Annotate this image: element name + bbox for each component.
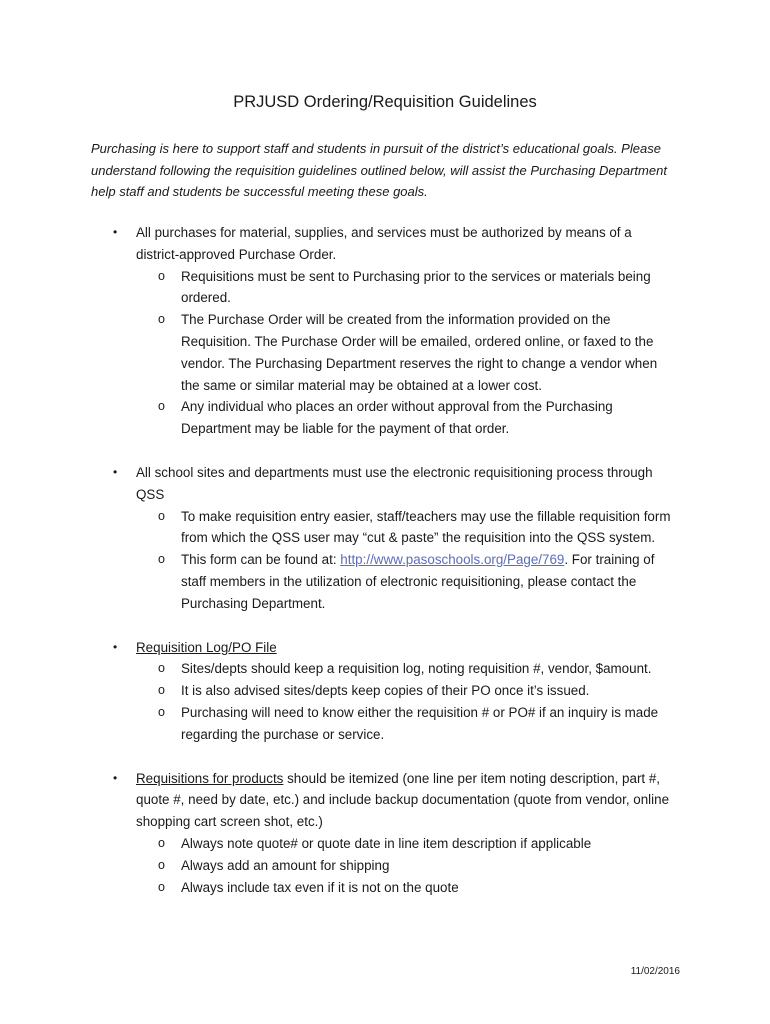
sub-bullet-icon: o (158, 857, 165, 872)
guideline-heading: Requisition Log/PO File (136, 639, 277, 655)
footer-date: 11/02/2016 (630, 966, 680, 977)
guidelines-list (0, 222, 770, 920)
sub-item (136, 549, 677, 614)
sub-item-text: Always note quote# or quote date in line item description if applicable (181, 835, 592, 851)
guideline-purchase-orders (0, 222, 676, 440)
bullet-icon: • (113, 770, 118, 785)
guideline-requisitions-for-products (0, 768, 676, 899)
sub-item (136, 702, 677, 746)
sub-item-text: Any individual who places an order without approval from the Purchasing Department may be liable for the payment of that order. (181, 399, 613, 437)
guideline-electronic-requisitioning (0, 462, 676, 615)
sub-bullet-icon: o (158, 661, 165, 676)
bullet-icon: • (113, 639, 118, 654)
sub-item (136, 506, 677, 550)
sub-bullet-icon: o (158, 312, 165, 327)
sub-item-text: To make requisition entry easier, staff/teachers may use the fillable requisition form from which the QSS user may “cut & paste” the requisition into the QSS system. (181, 508, 671, 546)
sub-item-text: The Purchase Order will be created from the information provided on the Requisition. The Purchase Order will be emailed, ordered online, or faxed to the vendor. The Purchasing Department reserves the right to change a vendor when the same or similar material may be obtained at a lower cost. (181, 312, 658, 393)
guideline-text: All purchases for material, supplies, and services must be authorized by means of a district-approved Purchase Order. (136, 225, 632, 262)
sub-item (136, 396, 677, 440)
sub-bullet-icon: o (158, 268, 165, 283)
sub-item (136, 680, 677, 702)
sub-item-text: Purchasing will need to know either the requisition # or PO# if an inquiry is made regarding the purchase or service. (181, 704, 659, 742)
sub-bullet-icon: o (158, 835, 165, 850)
requisition-form-link[interactable]: http://www.pasoschools.org/Page/769 (340, 552, 565, 568)
sub-item-text: Sites/depts should keep a requisition log, noting requisition #, vendor, $amount. (181, 661, 652, 677)
sub-item-text: Requisitions must be sent to Purchasing prior to the services or materials being ordered. (181, 268, 651, 306)
sub-item (136, 309, 677, 396)
bullet-icon: • (113, 225, 118, 239)
sub-bullet-icon: o (158, 683, 165, 698)
guideline-text: All school sites and departments must use the electronic requisitioning process through QSS (136, 464, 653, 502)
sub-bullet-icon: o (158, 508, 165, 523)
sub-bullet-icon: o (158, 552, 165, 567)
sub-item (136, 658, 677, 680)
guideline-requisition-log (0, 637, 676, 746)
bullet-icon: • (113, 464, 118, 479)
sub-bullet-icon: o (158, 399, 165, 414)
sub-item-text: Always include tax even if it is not on the quote (181, 879, 459, 895)
sub-item (136, 877, 677, 899)
sub-bullet-icon: o (158, 704, 165, 719)
guideline-text: should be itemized (one line per item noting description, part #, quote #, need by date, etc.) and include backup documentation (quote from vendor, online shopping cart screen shot, etc.) (136, 770, 670, 830)
sub-item (136, 833, 677, 855)
sub-bullet-icon: o (158, 879, 165, 894)
sub-item-text: It is also advised sites/depts keep copies of their PO once it’s issued. (181, 683, 590, 699)
sub-item-text-before-link: This form can be found at: (181, 552, 341, 568)
sub-item-text-after-link: . For training of staff members in the utilization of electronic requisitioning, please contact the Purchasing Department. (181, 552, 655, 611)
intro-paragraph: Purchasing is here to support staff and students in pursuit of the district’s educational goals. Please understand following the requisition guidelines outlined below, will assist the Purchasing Department help staff and students be successful meeting these goals. (91, 141, 667, 199)
guideline-heading: Requisitions for products (136, 770, 284, 786)
sub-item (136, 855, 677, 877)
sub-item (136, 266, 677, 310)
sub-item-text: Always add an amount for shipping (181, 857, 390, 873)
page-title: PRJUSD Ordering/Requisition Guidelines (233, 93, 537, 111)
